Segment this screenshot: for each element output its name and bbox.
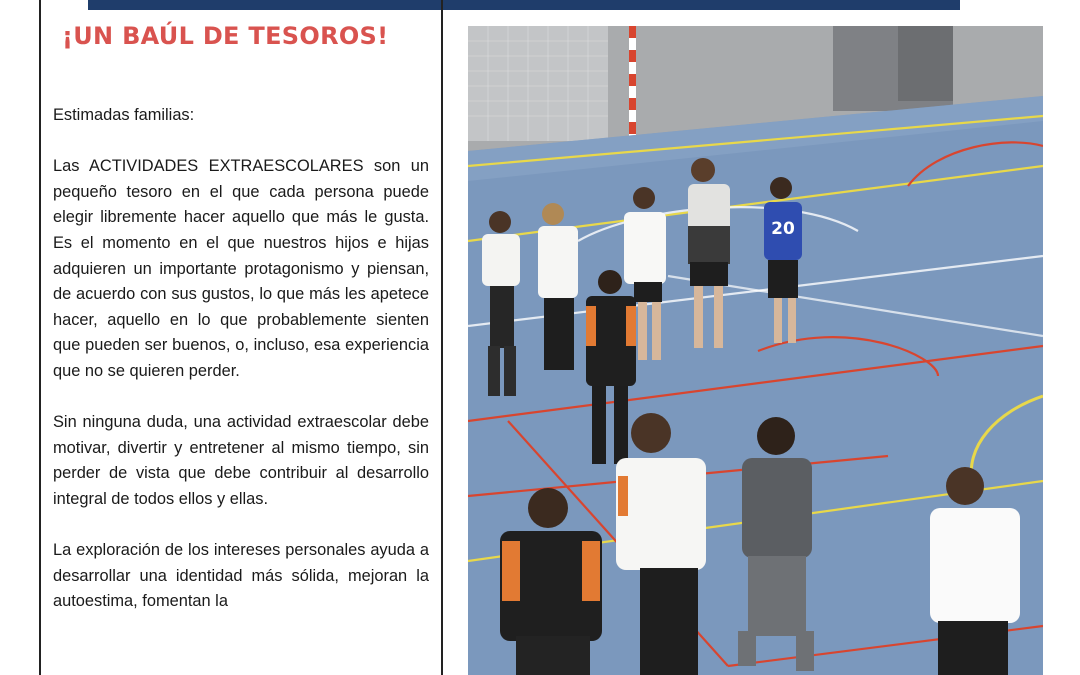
sports-hall-photo — [468, 26, 1043, 675]
article-paragraph: Las ACTIVIDADES EXTRAESCOLARES son un pequeño tesoro en el que cada persona puede elegir libremente hacer aquello que más le gusta. Es el momento en el que nuestros hijos e hijas adquieren un importante protagonismo y piensan, de acuerdo con sus gustos, lo que más les apetece hacer, aquello en lo que probablemente sienten que pueden ser buenos, o, incluso, esa experiencia que no se quieren perder. — [53, 157, 429, 380]
article-body — [53, 103, 429, 640]
greeting-paragraph: Estimadas familias: — [53, 106, 195, 124]
article-paragraph: Sin ninguna duda, una actividad extraescolar debe motivar, divertir y entretener al mismo tiempo, sin perder de vista que debe contribuir al desarrollo integral de todos ellos y ellas. — [53, 413, 429, 508]
column-rule-left — [39, 0, 41, 675]
article-paragraph: La exploración de los intereses personales ayuda a desarrollar una identidad más sólida, mejoran la autoestima, fomentan la — [53, 541, 429, 611]
header-color-bar — [88, 0, 960, 10]
jersey-number: 20 — [771, 219, 795, 239]
column-rule-right — [441, 0, 443, 675]
article-title: ¡UN BAÚL DE TESOROS! — [62, 22, 389, 50]
